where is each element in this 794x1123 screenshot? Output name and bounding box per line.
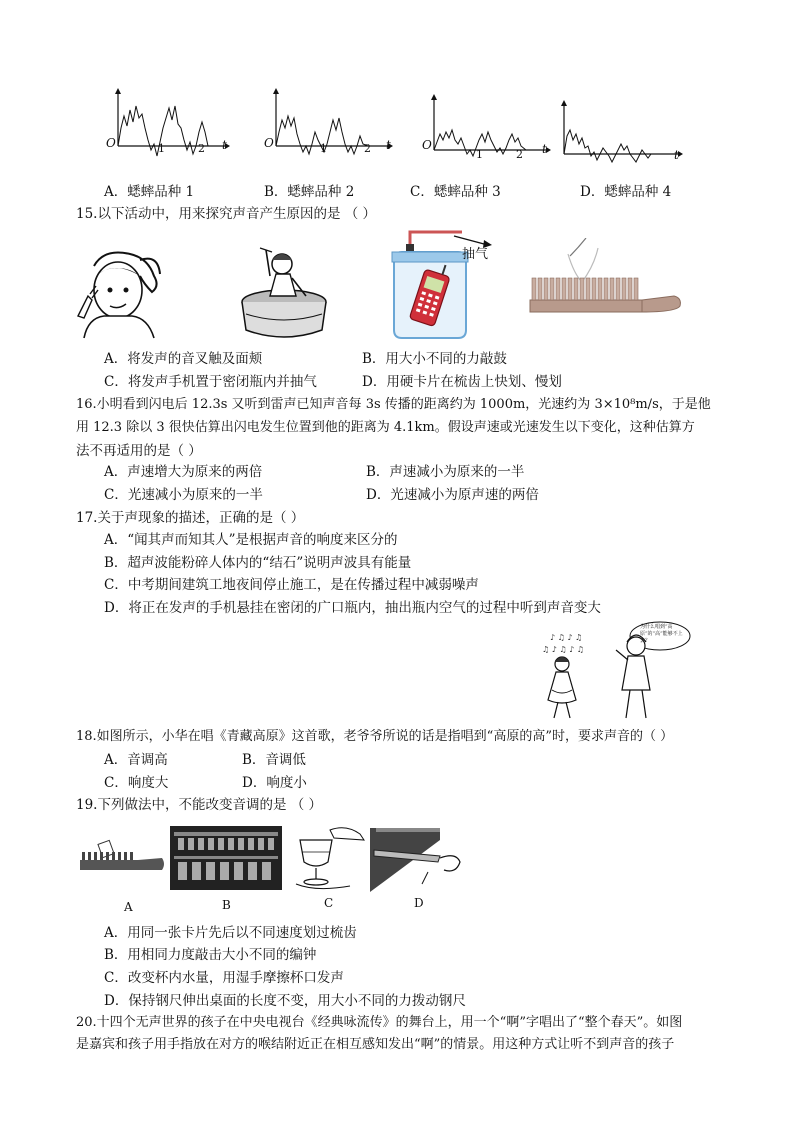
pump-air-label: 抽气	[462, 247, 489, 262]
q19-fig-label-b: B	[222, 898, 231, 912]
q16-stem-line1: 16.小明看到闪电后 12.3s 又听到雷声已知声音每 3s 传播的距离约为 1000m，光速约为 3×10⁸m/s，于是他	[76, 397, 711, 412]
q17-option-c: C．中考期间建筑工地夜间停止施工，是在传播过程中减弱噪声	[104, 577, 479, 593]
tick-label-1: 1	[476, 148, 483, 161]
q20-stem-line1: 20.十四个无声世界的孩子在中央电视台《经典咏流传》的舞台上，用一个“啊”字唱出了“整个春天”。如图	[76, 1015, 683, 1030]
q14-option-c: C．蟋蟀品种 3	[410, 184, 501, 200]
q19-fig-label-a: A	[124, 900, 133, 914]
q19-figure-b-bells	[170, 826, 282, 912]
tick-label-2: 2	[364, 142, 371, 155]
q14-option-d: D．蟋蟀品种 4	[580, 184, 672, 200]
singing-girl-grandpa-illustration	[536, 620, 694, 722]
q17-stem: 17.关于声现象的描述，正确的是（ ）	[76, 510, 305, 526]
q18-stem: 18.如图所示，小华在唱《青藏高原》这首歌，老爷爷所说的话是指唱到“高原的高”时，要求声音的（ ）	[76, 729, 674, 744]
drum-illustration	[236, 240, 332, 340]
axis-t-label: t	[542, 142, 547, 156]
q16-option-b: B．声速减小为原来的一半	[366, 464, 525, 480]
waveform-figure-1	[100, 88, 230, 160]
axis-t-label: t	[222, 138, 227, 152]
tick-label-2: 2	[198, 142, 205, 155]
axis-t-label: t	[386, 138, 391, 152]
q17-option-b: B．超声波能粉碎人体内的“结石”说明声波具有能量	[104, 555, 412, 571]
q19-figure-d-ruler	[370, 822, 466, 910]
q15-option-a: A．将发声的音叉触及面颊	[104, 351, 263, 367]
bell-jar-phone-illustration	[388, 226, 506, 342]
q15-stem: 15.以下活动中，用来探究声音产生原因的是 （ ）	[76, 206, 377, 222]
q18-option-b: B．音调低	[242, 752, 306, 768]
q14-option-b: B．蟋蟀品种 2	[264, 184, 355, 200]
q19-option-d: D．保持钢尺伸出桌面的长度不变，用大小不同的力拨动钢尺	[104, 993, 466, 1009]
q15-option-b: B．用大小不同的力敲鼓	[362, 351, 507, 367]
q19-fig-label-c: C	[324, 896, 334, 910]
q15-option-c: C．将发声手机置于密闭瓶内并抽气	[104, 374, 317, 390]
q18-option-a: A．音调高	[104, 752, 168, 768]
q16-stem-line2: 用 12.3 除以 3 很快估算出闪电发生位置到他的距离为 4.1km。假设声速或光速发生以下变化，这种估算方	[76, 420, 695, 435]
svg-text:♪ ♫ ♪ ♫: ♪ ♫ ♪ ♫	[550, 633, 583, 642]
q19-figure-c-glass	[290, 822, 366, 910]
axis-t-label: t	[674, 148, 679, 162]
comb-card-illustration	[524, 238, 684, 320]
q18-option-c: C．响度大	[104, 775, 169, 791]
q15-option-d: D．用硬卡片在梳齿上快划、慢划	[362, 374, 562, 390]
q16-option-d: D．光速减小为原声速的两倍	[366, 487, 539, 503]
tick-label-1: 1	[158, 142, 165, 155]
q19-figure-a-comb	[78, 834, 166, 914]
q18-option-d: D．响度小	[242, 775, 307, 791]
girl-tuning-fork-illustration	[74, 246, 164, 340]
grandpa-speech-bubble: 为什么唱到“高原”的“高”能够不上去？	[640, 624, 683, 644]
q17-option-d: D．将正在发声的手机悬挂在密闭的广口瓶内，抽出瓶内空气的过程中听到声音变大	[104, 600, 601, 616]
tick-label-1: 1	[320, 142, 327, 155]
q19-fig-label-d: D	[414, 896, 424, 910]
axis-origin-label: O	[264, 136, 274, 150]
q16-option-c: C．光速减小为原来的一半	[104, 487, 263, 503]
q20-stem-line2: 是嘉宾和孩子用手指放在对方的喉结附近正在相互感知发出“啊”的情景。用这种方式让听不到声音的孩子	[76, 1037, 675, 1052]
waveform-figure-3	[416, 94, 551, 162]
svg-text:♫ ♪ ♫ ♪ ♫: ♫ ♪ ♫ ♪ ♫	[542, 645, 584, 654]
waveform-figure-2	[258, 88, 393, 160]
q16-stem-line3: 法不再适用的是（ ）	[76, 443, 202, 459]
q19-option-b: B．用相同力度敲击大小不同的编钟	[104, 947, 317, 963]
waveform-figure-4	[548, 100, 683, 166]
q19-option-a: A．用同一张卡片先后以不同速度划过梳齿	[104, 925, 357, 941]
q16-option-a: A．声速增大为原来的两倍	[104, 464, 263, 480]
tick-label-2: 2	[516, 148, 523, 161]
q17-option-a: A．“闻其声而知其人”是根据声音的响度来区分的	[104, 532, 398, 548]
q14-option-a: A．蟋蟀品种 1	[104, 184, 195, 200]
axis-origin-label: O	[106, 136, 116, 150]
q19-option-c: C．改变杯内水量，用湿手摩擦杯口发声	[104, 970, 344, 986]
q19-stem: 19.下列做法中，不能改变音调的是 （ ）	[76, 797, 323, 813]
axis-origin-label: O	[422, 138, 432, 152]
